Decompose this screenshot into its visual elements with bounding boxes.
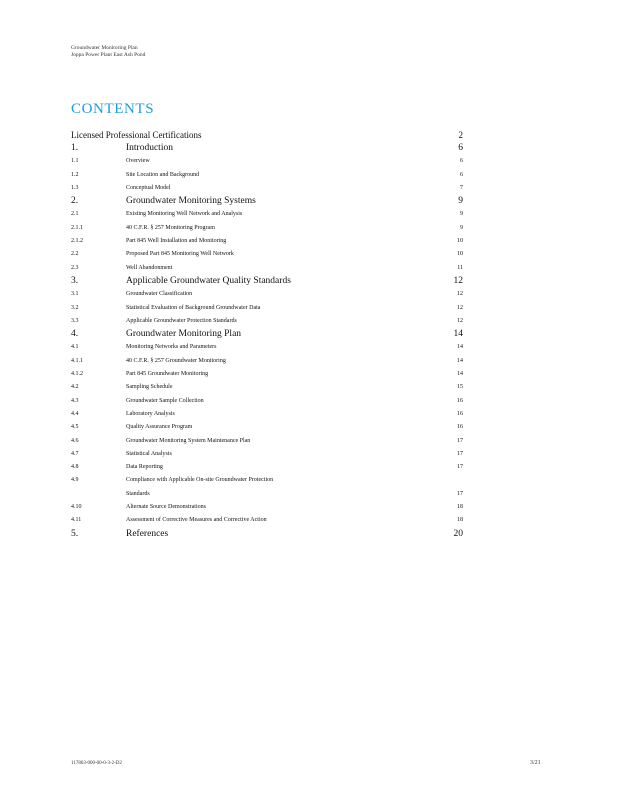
toc-entry[interactable] <box>71 501 463 514</box>
toc-entry-title: Quality Assurance Program <box>126 424 193 431</box>
toc-entry-number: 4.5 <box>71 424 79 431</box>
toc-entry-page: 16 <box>457 410 463 417</box>
toc-entry-title: Applicable Groundwater Quality Standards <box>126 275 291 286</box>
toc-entry-licensed-certifications[interactable] <box>71 128 463 142</box>
toc-entry-number: 4.2 <box>71 384 79 391</box>
toc-entry-number: 2.3 <box>71 264 79 271</box>
toc-entry-page: 9 <box>460 211 463 218</box>
running-header <box>71 45 145 59</box>
toc-entry-title: 40 C.F.R. § 257 Monitoring Program <box>126 224 215 231</box>
toc-entry-number: 4.10 <box>71 504 82 511</box>
toc-entry-number: 4.1.2 <box>71 371 83 378</box>
toc-entry-title: Part 845 Well Installation and Monitoring <box>126 238 227 245</box>
toc-entry-title-line: Standards <box>126 490 150 497</box>
toc-entry[interactable] <box>71 315 463 328</box>
toc-entry-title: Applicable Groundwater Protection Standards <box>126 317 237 324</box>
toc-entry-number: 2. <box>71 196 79 207</box>
toc-entry-number: 1.2 <box>71 171 79 178</box>
toc-entry[interactable] <box>71 182 463 195</box>
toc-entry[interactable] <box>71 341 463 354</box>
toc-entry[interactable] <box>71 408 463 421</box>
toc-entry-page: 11 <box>457 264 463 271</box>
toc-entry-number: 5. <box>71 528 79 539</box>
toc-entry-title: Data Reporting <box>126 464 163 471</box>
toc-entry[interactable] <box>71 395 463 408</box>
toc-entry[interactable] <box>71 235 463 248</box>
toc-entry-number: 3.3 <box>71 317 79 324</box>
toc-entry-page: 7 <box>460 184 463 191</box>
footer-document-id: 117863-000-00-0-3-2-D2 <box>71 761 122 766</box>
toc-entry-page: 16 <box>457 424 463 431</box>
toc-entry-page: 12 <box>457 317 463 324</box>
toc-entry[interactable] <box>71 142 463 155</box>
toc-entry[interactable] <box>71 528 463 541</box>
toc-entry-number: 4.9 <box>71 477 79 484</box>
toc-entry-title: Sampling Schedule <box>126 384 173 391</box>
toc-entry[interactable] <box>71 435 463 448</box>
toc-entry-page: 14 <box>457 357 463 364</box>
toc-entry-number: 4.8 <box>71 464 79 471</box>
toc-entry-page: 15 <box>457 384 463 391</box>
toc-heading: CONTENTS <box>71 101 155 117</box>
toc-entry-number: 4. <box>71 329 79 340</box>
toc-entry[interactable] <box>71 262 463 275</box>
toc-entry-title: Part 845 Groundwater Monitoring <box>126 371 209 378</box>
toc-entry[interactable] <box>71 514 463 527</box>
toc-entry[interactable] <box>71 368 463 381</box>
toc-entry[interactable] <box>71 421 463 434</box>
toc-entry-page: 17 <box>457 450 463 457</box>
table-of-contents <box>71 128 463 541</box>
toc-entry-page: 10 <box>457 238 463 245</box>
toc-entry[interactable] <box>71 474 463 501</box>
toc-entry-page: 18 <box>457 504 463 511</box>
toc-entry-page: 20 <box>453 528 463 539</box>
toc-entry[interactable] <box>71 288 463 301</box>
toc-entry-number: 1.1 <box>71 158 79 165</box>
toc-entry-number: 4.3 <box>71 397 79 404</box>
toc-entry-page: 17 <box>457 490 463 497</box>
toc-entry-title: Overview <box>126 158 150 165</box>
toc-entry-page: 2 <box>458 130 463 140</box>
toc-entry[interactable] <box>71 208 463 221</box>
toc-entry-title: References <box>126 528 169 539</box>
toc-entry-number: 3.1 <box>71 291 79 298</box>
toc-entry-number: 3.2 <box>71 304 79 311</box>
header-line-2: Joppa Power Plant East Ash Pond <box>71 52 146 58</box>
toc-entry[interactable] <box>71 248 463 261</box>
toc-entry-number: 2.1.1 <box>71 224 83 231</box>
toc-entry-title: Well Abandonment <box>126 264 173 271</box>
toc-entry[interactable] <box>71 328 463 341</box>
toc-entry-number: 4.6 <box>71 437 79 444</box>
toc-entry-page: 17 <box>457 437 463 444</box>
toc-entry-page: 12 <box>457 304 463 311</box>
toc-entry-title: Monitoring Networks and Parameters <box>126 344 217 351</box>
toc-entry-number: 4.1 <box>71 344 79 351</box>
toc-entry-number: 4.11 <box>71 517 82 524</box>
toc-entry-page: 6 <box>460 158 463 165</box>
toc-entry-number: 1. <box>71 143 79 153</box>
toc-entry-number: 4.4 <box>71 410 79 417</box>
toc-entry-page: 18 <box>457 517 463 524</box>
toc-entry-title: Assessment of Corrective Measures and Corrective Action <box>126 517 267 524</box>
toc-entry-title: Groundwater Monitoring Systems <box>126 196 256 207</box>
header-line-1: Groundwater Monitoring Plan <box>71 45 138 51</box>
toc-entry-number: 2.1.2 <box>71 238 83 245</box>
toc-entry-title: 40 C.F.R. § 257 Groundwater Monitoring <box>126 357 226 364</box>
toc-entry-title: Groundwater Monitoring Plan <box>126 329 242 340</box>
toc-entry[interactable] <box>71 448 463 461</box>
toc-entry-page: 14 <box>457 371 463 378</box>
toc-entry-title: Groundwater Sample Collection <box>126 397 204 404</box>
toc-entry[interactable] <box>71 222 463 235</box>
toc-entry-number: 4.1.1 <box>71 357 83 364</box>
toc-entry-number: 1.3 <box>71 184 79 191</box>
toc-entry-page: 16 <box>457 397 463 404</box>
toc-entry-page: 14 <box>457 344 463 351</box>
toc-entry-page: 12 <box>453 275 463 286</box>
toc-entry[interactable] <box>71 461 463 474</box>
toc-entry-title: Conceptual Model <box>126 184 171 191</box>
toc-entry-title: Licensed Professional Certifications <box>71 130 202 140</box>
toc-entry-title: Alternate Source Demonstrations <box>126 504 206 511</box>
toc-entry-page: 12 <box>457 291 463 298</box>
toc-entry-number: 2.1 <box>71 211 79 218</box>
toc-entry-title: Groundwater Monitoring System Maintenance Plan <box>126 437 251 444</box>
toc-entry-title-line: Compliance with Applicable On-site Groundwater Protection <box>126 477 274 484</box>
toc-entry-title: Introduction <box>126 143 173 153</box>
toc-entry[interactable] <box>71 195 463 208</box>
toc-entry-number: 4.7 <box>71 450 79 457</box>
toc-entry-title: Groundwater Classification <box>126 291 193 298</box>
toc-entry-title: Existing Monitoring Well Network and Analysis <box>126 211 243 218</box>
toc-entry-page: 14 <box>453 329 463 340</box>
toc-entry[interactable] <box>71 275 463 288</box>
toc-entry-page: 6 <box>460 171 463 178</box>
toc-entry-page: 10 <box>457 251 463 258</box>
toc-entry-title: Statistical Evaluation of Background Groundwater Data <box>126 304 261 311</box>
toc-entry-title <box>126 474 447 501</box>
toc-entry-title: Site Location and Background <box>126 171 200 178</box>
toc-entry[interactable] <box>71 155 463 168</box>
toc-entry-title: Laboratory Analysis <box>126 410 175 417</box>
toc-entry[interactable] <box>71 302 463 315</box>
toc-entry-page: 6 <box>458 143 463 153</box>
toc-entry-number: 2.2 <box>71 251 79 258</box>
footer-page-number: 3/21 <box>530 760 541 766</box>
toc-entry-title: Statistical Analysis <box>126 450 172 457</box>
toc-entry-title: Proposed Part 845 Monitoring Well Network <box>126 251 234 258</box>
toc-entry-page: 17 <box>457 464 463 471</box>
toc-entry-number: 3. <box>71 275 79 286</box>
toc-entry[interactable] <box>71 355 463 368</box>
toc-entry-page: 9 <box>460 224 463 231</box>
toc-entry[interactable] <box>71 381 463 394</box>
toc-entry[interactable] <box>71 169 463 182</box>
toc-entry-page: 9 <box>458 196 463 207</box>
